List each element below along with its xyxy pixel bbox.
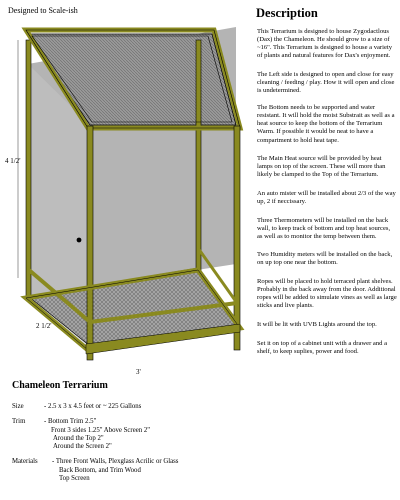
size-value: - 2.5 x 3 x 4.5 feet or ~ 225 Gallons: [44, 403, 142, 410]
specs-title: Chameleon Terrarium: [12, 380, 108, 391]
materials-row: [12, 458, 252, 483]
height-dimension-label: 4 1/2': [5, 157, 21, 165]
front-post-right: [234, 126, 240, 350]
description-paragraph: This Terrarium is designed to house Zygodactlous (Dax) the Chameleon. He should grow to a size of ~16". This Terrarium is designed to house a variety of plants and natural features for Dax's enjoyment.: [257, 28, 393, 60]
door-latch: [77, 238, 82, 243]
materials-label: Materials: [12, 458, 38, 466]
specs-block: [12, 403, 252, 490]
description-paragraph: Set it on top of a cabinet unit with a drawer and a shelf, to keep suplies, power and food.: [257, 339, 388, 355]
trim-line: Front 3 sides 1.25" Above Screen 2": [51, 426, 150, 434]
size-label: Size: [12, 403, 24, 410]
description-paragraph: The Bottom needs to be supported and water resistant. It will hold the moist Substrait as well as a heat source to keep the bottom of the Terrarium Warm. If possible it would be neat to have a compartment to hold heat tape.: [257, 104, 395, 144]
description-paragraph: It will be lit with UVB Lights around the top.: [257, 320, 377, 328]
trim-label: Trim: [12, 418, 26, 426]
description-paragraph: Two Humidity meters will be installed on the back, on up top one near the bottom.: [257, 251, 393, 267]
width-dimension-label: 3': [136, 368, 141, 376]
trim-line: Around the Screen 2": [53, 443, 112, 451]
description-paragraph: The Left side is designed to open and close for easy cleaning / feeding / play. How it will open and close is undetermined.: [257, 70, 395, 95]
trim-line: Around the Top 2": [53, 434, 104, 442]
description-paragraph: Ropes will be placed to hold terraced plant shelves. Probably in the back away from the door. Additional ropes will be added to simulate vines as well as large sticks and live plants.: [257, 278, 397, 310]
front-post-left: [87, 126, 93, 360]
materials-line: Back Bottom, and Trim Wood: [59, 466, 141, 474]
trim-row: [12, 418, 252, 451]
materials-line: - Three Front Walls, Plexglass Acrilic or Glass: [52, 458, 179, 466]
back-post-left: [26, 40, 31, 298]
description-paragraph: An auto mister will be installed about 2/3 of the way up, 2 if neccissary.: [257, 189, 396, 205]
description-title: Description: [256, 6, 318, 20]
trim-line: - Bottom Trim 2.5": [44, 418, 97, 426]
terrarium-diagram: [0, 0, 250, 375]
description-paragraph: The Main Heat source will be provided by heat lamps on top of the screen. These will more than likely be clamped to the Top of the Terrarium.: [257, 155, 386, 179]
description-body: [257, 28, 397, 366]
materials-line: Top Screen: [59, 475, 90, 483]
depth-dimension-label: 2 1/2': [36, 322, 52, 330]
description-paragraph: Three Thermometers will be installed on the back wall, to keep track of bottom and top heat sources, as well as to monitor the temp between them.: [257, 216, 391, 240]
scale-note: Designed to Scale-ish: [8, 6, 78, 15]
back-post-right: [196, 40, 201, 272]
size-row: [12, 403, 252, 411]
